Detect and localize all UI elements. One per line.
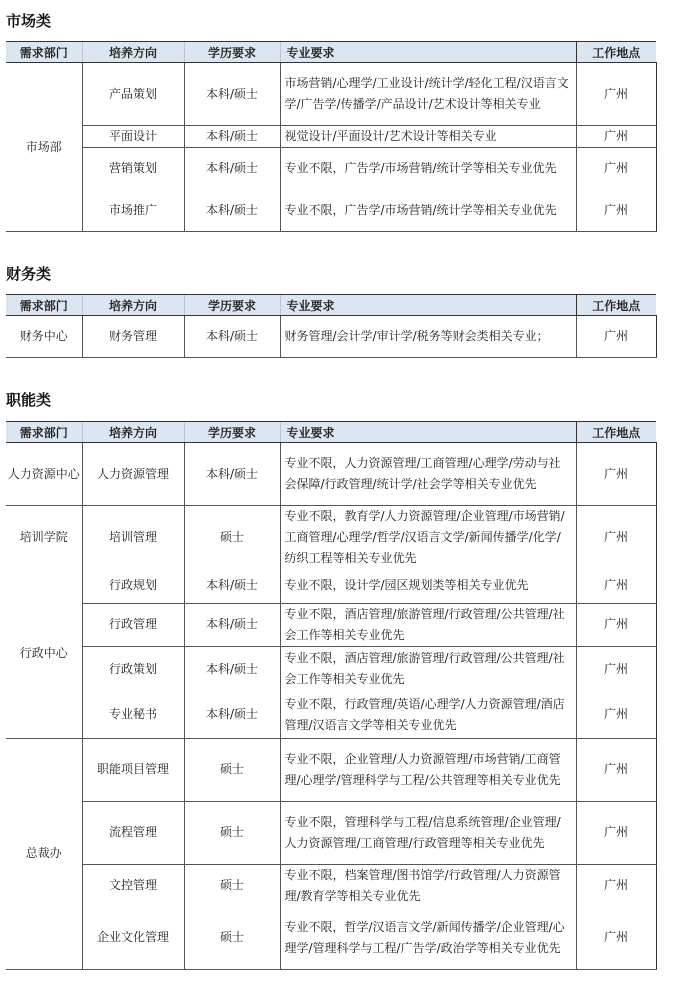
degree-cell: 本科/硕士 [184, 316, 280, 358]
major-cell: 专业不限，管理科学与工程/信息系统管理/企业管理/人力资源管理/工商管理/行政管理等相关专业优先 [280, 801, 576, 864]
location-cell: 广州 [576, 907, 656, 970]
location-cell: 广州 [576, 190, 656, 232]
table-row [6, 569, 656, 603]
direction-cell: 营销策划 [82, 148, 184, 190]
header-dept: 需求部门 [6, 42, 82, 63]
table-row [6, 190, 656, 232]
header-dept: 需求部门 [6, 295, 82, 316]
major-cell: 专业不限，行政管理/英语/心理学/人力资源管理/酒店管理/汉语言文学等相关专业优先 [280, 692, 576, 738]
table-header-row [6, 295, 656, 316]
table-row [6, 646, 656, 692]
major-cell: 专业不限，档案管理/图书馆学/行政管理/人力资源管理/教育学等相关专业优先 [280, 864, 576, 907]
direction-cell: 市场推广 [82, 190, 184, 232]
header-major: 专业要求 [280, 295, 576, 316]
degree-cell: 本科/硕士 [184, 443, 280, 506]
location-cell: 广州 [576, 316, 656, 358]
header-direction: 培养方向 [82, 295, 184, 316]
degree-cell: 本科/硕士 [184, 148, 280, 190]
degree-cell: 硕士 [184, 506, 280, 570]
dept-cell: 财务中心 [6, 316, 82, 358]
major-cell: 视觉设计/平面设计/艺术设计等相关专业 [280, 126, 576, 148]
major-cell: 专业不限，人力资源管理/工商管理/心理学/劳动与社会保障/行政管理/统计学/社会学等相关专业优先 [280, 443, 576, 506]
major-cell: 专业不限，酒店管理/旅游管理/行政管理/公共管理/社会工作等相关专业优先 [280, 603, 576, 646]
table-row [6, 907, 656, 970]
degree-cell: 本科/硕士 [184, 646, 280, 692]
table-row [6, 603, 656, 646]
direction-cell: 行政管理 [82, 603, 184, 646]
major-cell: 专业不限，广告学/市场营销/统计学等相关专业优先 [280, 190, 576, 232]
table-row [6, 148, 656, 190]
major-cell: 专业不限，哲学/汉语言文学/新闻传播学/企业管理/心理学/管理科学与工程/广告学/政治学等相关专业优先 [280, 907, 576, 970]
table-row [6, 126, 656, 148]
direction-cell: 文控管理 [82, 864, 184, 907]
table-row [6, 738, 656, 801]
header-direction: 培养方向 [82, 42, 184, 63]
location-cell: 广州 [576, 646, 656, 692]
direction-cell: 培训管理 [82, 506, 184, 570]
direction-cell: 平面设计 [82, 126, 184, 148]
dept-cell: 人力资源中心 [6, 443, 82, 506]
header-direction: 培养方向 [82, 422, 184, 443]
header-major: 专业要求 [280, 42, 576, 63]
direction-cell: 职能项目管理 [82, 738, 184, 801]
location-cell: 广州 [576, 801, 656, 864]
dept-cell: 行政中心 [6, 569, 82, 738]
dept-cell: 培训学院 [6, 506, 82, 570]
table-header-row [6, 42, 656, 63]
major-cell: 专业不限，设计学/园区规划类等相关专业优先 [280, 569, 576, 603]
degree-cell: 本科/硕士 [184, 63, 280, 126]
table-header-row [6, 422, 656, 443]
degree-cell: 本科/硕士 [184, 692, 280, 738]
location-cell: 广州 [576, 603, 656, 646]
section-title-finance: 财务类 [6, 265, 52, 283]
table-row [6, 801, 656, 864]
degree-cell: 硕士 [184, 801, 280, 864]
market-table [6, 41, 657, 232]
location-cell: 广州 [576, 738, 656, 801]
direction-cell: 专业秘书 [82, 692, 184, 738]
direction-cell: 行政策划 [82, 646, 184, 692]
location-cell: 广州 [576, 148, 656, 190]
degree-cell: 硕士 [184, 864, 280, 907]
location-cell: 广州 [576, 692, 656, 738]
major-cell: 专业不限，广告学/市场营销/统计学等相关专业优先 [280, 148, 576, 190]
header-location: 工作地点 [576, 422, 656, 443]
location-cell: 广州 [576, 443, 656, 506]
header-degree: 学历要求 [184, 422, 280, 443]
degree-cell: 本科/硕士 [184, 126, 280, 148]
header-location: 工作地点 [576, 295, 656, 316]
section-title-function: 职能类 [6, 391, 52, 409]
direction-cell: 人力资源管理 [82, 443, 184, 506]
direction-cell: 流程管理 [82, 801, 184, 864]
degree-cell: 硕士 [184, 907, 280, 970]
header-dept: 需求部门 [6, 422, 82, 443]
table-row [6, 443, 656, 506]
degree-cell: 本科/硕士 [184, 603, 280, 646]
location-cell: 广州 [576, 63, 656, 126]
header-major: 专业要求 [280, 422, 576, 443]
major-cell: 专业不限，酒店管理/旅游管理/行政管理/公共管理/社会工作等相关专业优先 [280, 646, 576, 692]
dept-cell: 总裁办 [6, 738, 82, 970]
major-cell: 专业不限，企业管理/人力资源管理/市场营销/工商管理/心理学/管理科学与工程/公共管理等相关专业优先 [280, 738, 576, 801]
major-cell: 财务管理/会计学/审计学/税务等财会类相关专业； [280, 316, 576, 358]
direction-cell: 财务管理 [82, 316, 184, 358]
direction-cell: 行政规划 [82, 569, 184, 603]
table-row [6, 63, 656, 126]
dept-cell: 市场部 [6, 63, 82, 232]
section-title-market: 市场类 [6, 12, 52, 30]
finance-table [6, 294, 657, 358]
table-row [6, 506, 656, 570]
direction-cell: 企业文化管理 [82, 907, 184, 970]
function-table [6, 421, 657, 970]
header-degree: 学历要求 [184, 42, 280, 63]
header-location: 工作地点 [576, 42, 656, 63]
location-cell: 广州 [576, 864, 656, 907]
location-cell: 广州 [576, 126, 656, 148]
major-cell: 专业不限，教育学/人力资源管理/企业管理/市场营销/工商管理/心理学/哲学/汉语言文学/新闻传播学/化学/纺织工程等相关专业优先 [280, 506, 576, 570]
direction-cell: 产品策划 [82, 63, 184, 126]
major-cell: 市场营销/心理学/工业设计/统计学/轻化工程/汉语言文学/广告学/传播学/产品设计/艺术设计等相关专业 [280, 63, 576, 126]
degree-cell: 本科/硕士 [184, 190, 280, 232]
header-degree: 学历要求 [184, 295, 280, 316]
degree-cell: 硕士 [184, 738, 280, 801]
location-cell: 广州 [576, 506, 656, 570]
table-row [6, 316, 656, 358]
degree-cell: 本科/硕士 [184, 569, 280, 603]
table-row [6, 692, 656, 738]
location-cell: 广州 [576, 569, 656, 603]
table-row [6, 864, 656, 907]
